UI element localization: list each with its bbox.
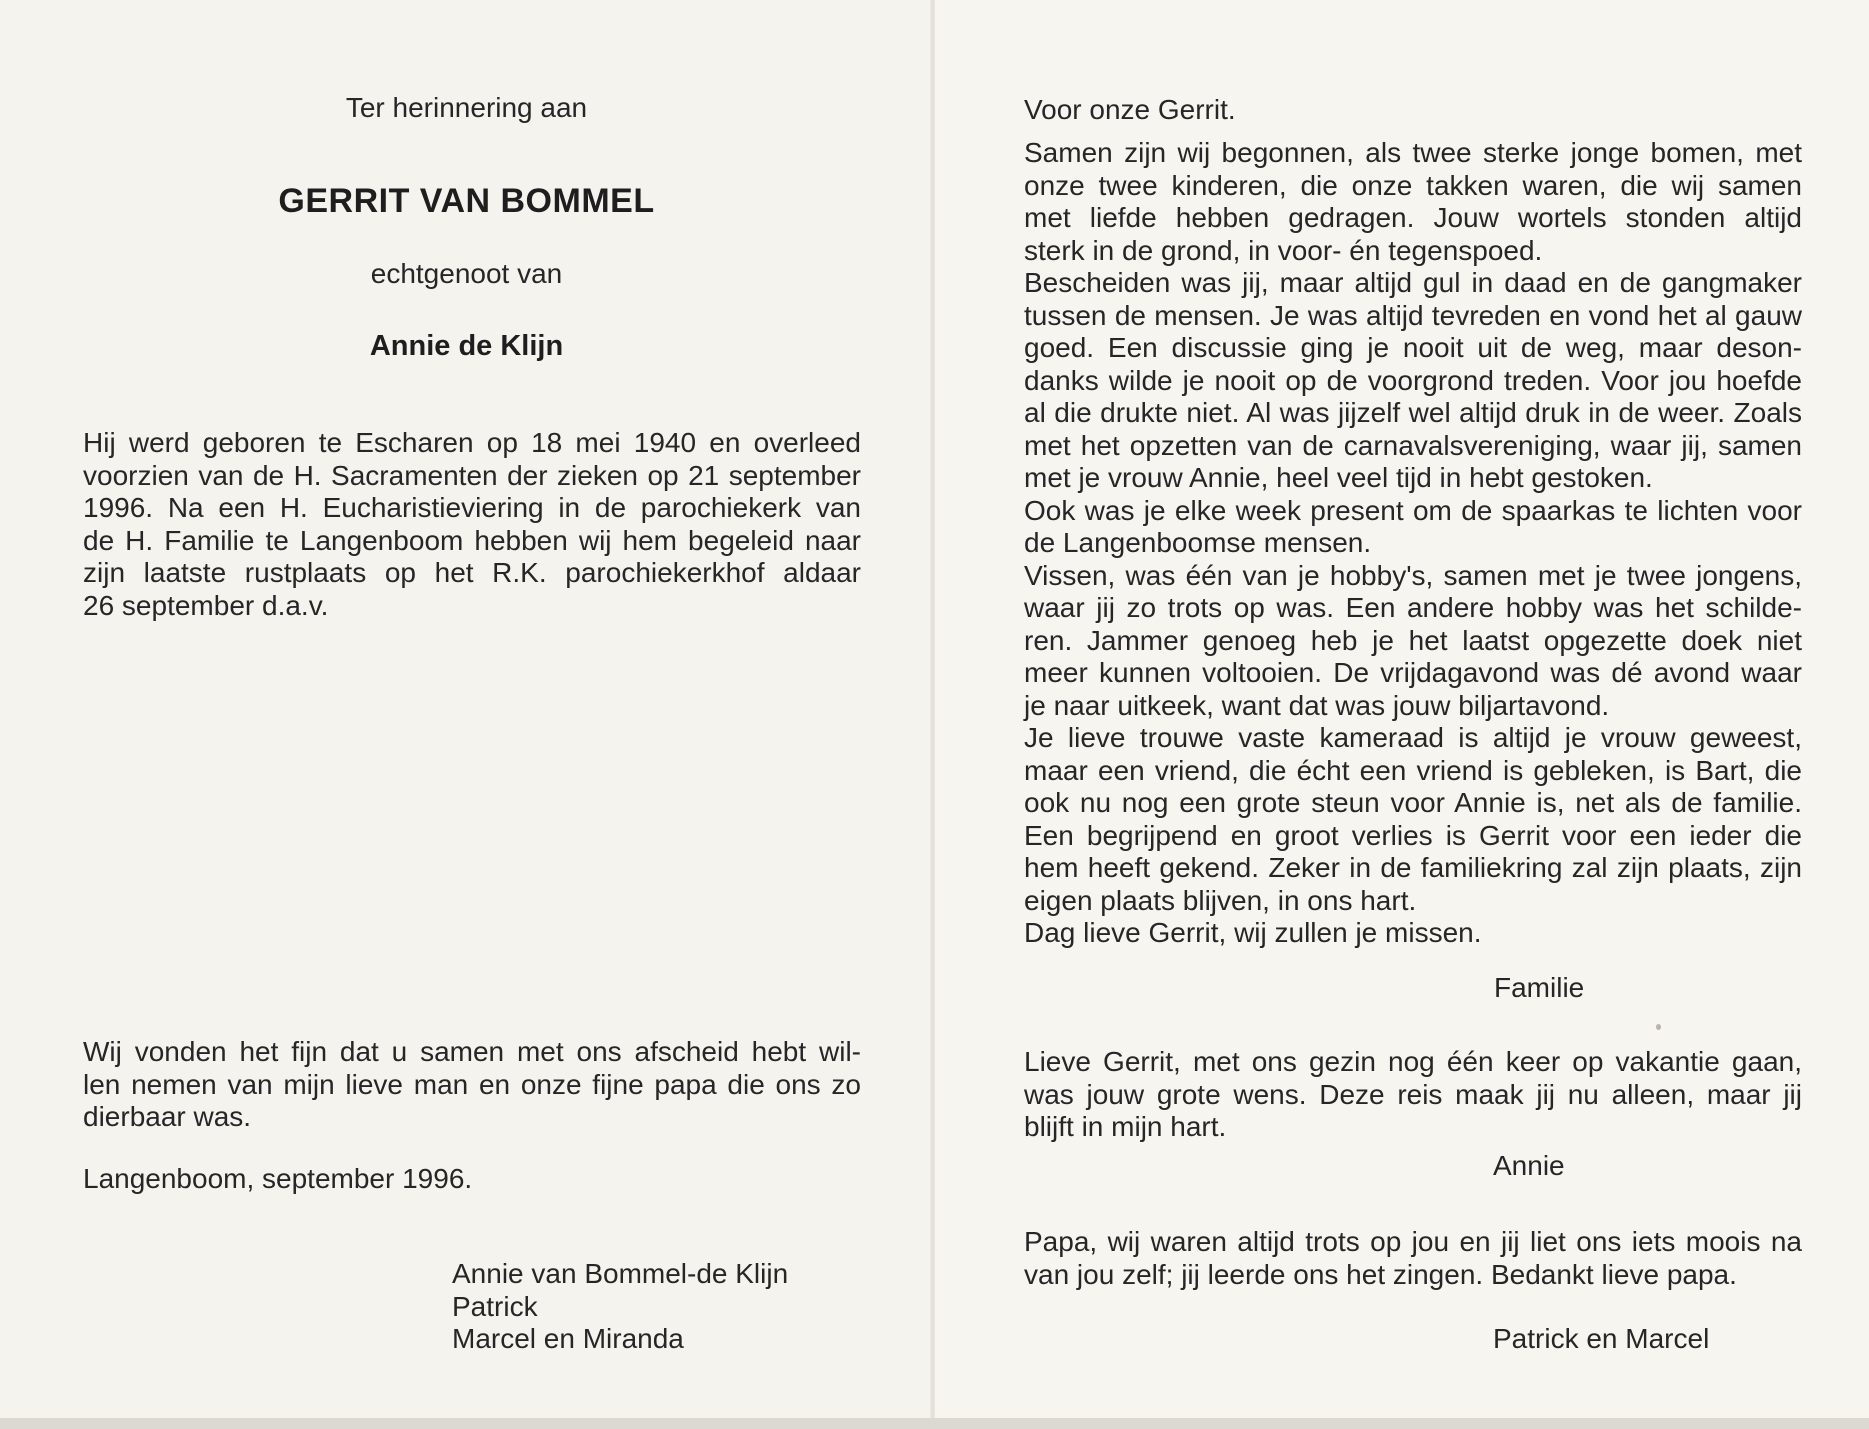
poem-line: Vissen, was één van je hobby's, samen met je twee jongens, xyxy=(1024,559,1802,591)
kids-line: van jou zelf; jij leerde ons het zingen. Bedankt lieve papa. xyxy=(1024,1258,1737,1290)
poem-line: met het opzetten van de carnavalsvereniging, waar jij, samen xyxy=(1024,429,1802,461)
intro-text: Ter herinnering aan xyxy=(345,92,588,123)
poem-opening: Voor onze Gerrit. xyxy=(1024,94,1236,125)
thanks-line: Wij vonden het fijn dat u samen met ons afscheid hebt wil- xyxy=(83,1036,861,1067)
deceased-name: GERRIT VAN BOMMEL xyxy=(278,182,655,220)
signature-children: Patrick en Marcel xyxy=(1493,1323,1710,1354)
poem-line: sterk in de grond, in voor- én tegenspoed. xyxy=(1024,234,1543,266)
poem-line: maar een vriend, die écht een vriend is gebleken, is Bart, die xyxy=(1024,754,1802,786)
bio-line: Hij werd geboren te Escharen op 18 mei 1940 en overleed xyxy=(83,427,861,458)
poem-line: onze twee kinderen, die onze takken waren, die wij samen xyxy=(1024,169,1802,201)
poem-line: met liefde hebben gedragen. Jouw wortels stonden altijd xyxy=(1024,202,1802,233)
bio-line: 1996. Na een H. Eucharistieviering in de parochiekerk van xyxy=(83,492,861,523)
annie-line: was jouw grote wens. Deze reis maak jij nu alleen, maar jij xyxy=(1024,1078,1802,1110)
poem-line: Bescheiden was jij, maar altijd gul in daad en de gangmaker xyxy=(1024,267,1802,298)
poem-line: Een begrijpend en groot verlies is Gerrit voor een ieder die xyxy=(1024,819,1802,851)
annie-line: blijft in mijn hart. xyxy=(1024,1111,1227,1142)
poem-line: danks wilde je nooit op de voorgrond treden. Voor jou hoefde xyxy=(1024,364,1802,396)
children-message xyxy=(1024,1226,1802,1291)
signatory: Marcel en Miranda xyxy=(452,1323,684,1354)
card-bottom-edge xyxy=(0,1418,1869,1429)
biography-paragraph xyxy=(83,427,861,622)
poem-line: Dag lieve Gerrit, wij zullen je missen. xyxy=(1024,917,1482,948)
bio-line: de H. Familie te Langenboom hebben wij hem begeleid naar xyxy=(83,524,861,556)
poem-line: eigen plaats blijven, in ons hart. xyxy=(1024,884,1417,916)
poem-line: de Langenboomse mensen. xyxy=(1024,527,1372,558)
thanks-line: len nemen van mijn lieve man en onze fijne papa die ons zo xyxy=(83,1068,861,1100)
poem-line: Samen zijn wij begonnen, als twee sterke jonge bomen, met xyxy=(1024,137,1802,168)
signature-annie: Annie xyxy=(1493,1150,1565,1181)
paper-speck xyxy=(1656,1024,1661,1030)
signatory: Patrick xyxy=(452,1290,538,1322)
poem-line: waar jij zo trots op was. Een andere hobby was het schilde- xyxy=(1024,592,1802,623)
poem-line: ren. Jammer genoeg heb je het laatst opgezette doek niet xyxy=(1024,624,1802,656)
spouse-name: Annie de Klijn xyxy=(369,330,564,362)
left-page xyxy=(0,0,933,1429)
poem-line: Je lieve trouwe vaste kameraad is altijd je vrouw geweest, xyxy=(1024,722,1802,753)
poem-line: hem heeft gekend. Zeker in de familiekring zal zijn plaats, zijn xyxy=(1024,852,1802,883)
signatories xyxy=(452,1258,788,1356)
poem-line: goed. Een discussie ging je nooit uit de weg, maar deson- xyxy=(1024,332,1802,363)
signatory: Annie van Bommel-de Klijn xyxy=(452,1258,789,1289)
poem-line: tussen de mensen. Je was altijd tevreden en vond het al gauw xyxy=(1024,299,1802,331)
annie-line: Lieve Gerrit, met ons gezin nog één keer op vakantie gaan, xyxy=(1024,1046,1802,1077)
poem-line: ook nu nog een grote steun voor Annie is, net als de familie. xyxy=(1024,787,1802,818)
annie-message xyxy=(1024,1046,1802,1144)
thanks-paragraph xyxy=(83,1036,861,1134)
poem-line: meer kunnen voltooien. De vrijdagavond was dé avond waar xyxy=(1024,657,1802,688)
poem-line: al die drukte niet. Al was jijzelf wel altijd druk in de weer. Zoals xyxy=(1024,397,1802,428)
bio-line: voorzien van de H. Sacramenten der zieken op 21 september xyxy=(83,459,861,491)
poem-line: met je vrouw Annie, heel veel tijd in hebt gestoken. xyxy=(1024,462,1653,493)
kids-line: Papa, wij waren altijd trots op jou en jij liet ons iets moois na xyxy=(1024,1226,1802,1257)
poem-line: Ook was je elke week present om de spaarkas te lichten voor xyxy=(1024,494,1802,526)
poem-line: je naar uitkeek, want dat was jouw biljartavond. xyxy=(1024,689,1610,721)
poem-paragraph xyxy=(1024,137,1802,950)
signature-familie: Familie xyxy=(1494,972,1585,1003)
bio-line: 26 september d.a.v. xyxy=(83,589,329,621)
bio-line: zijn laatste rustplaats op het R.K. parochiekerkhof aldaar xyxy=(83,557,861,588)
spouse-label: echtgenoot van xyxy=(370,258,563,289)
place-date: Langenboom, september 1996. xyxy=(83,1163,473,1194)
thanks-line: dierbaar was. xyxy=(83,1101,252,1132)
